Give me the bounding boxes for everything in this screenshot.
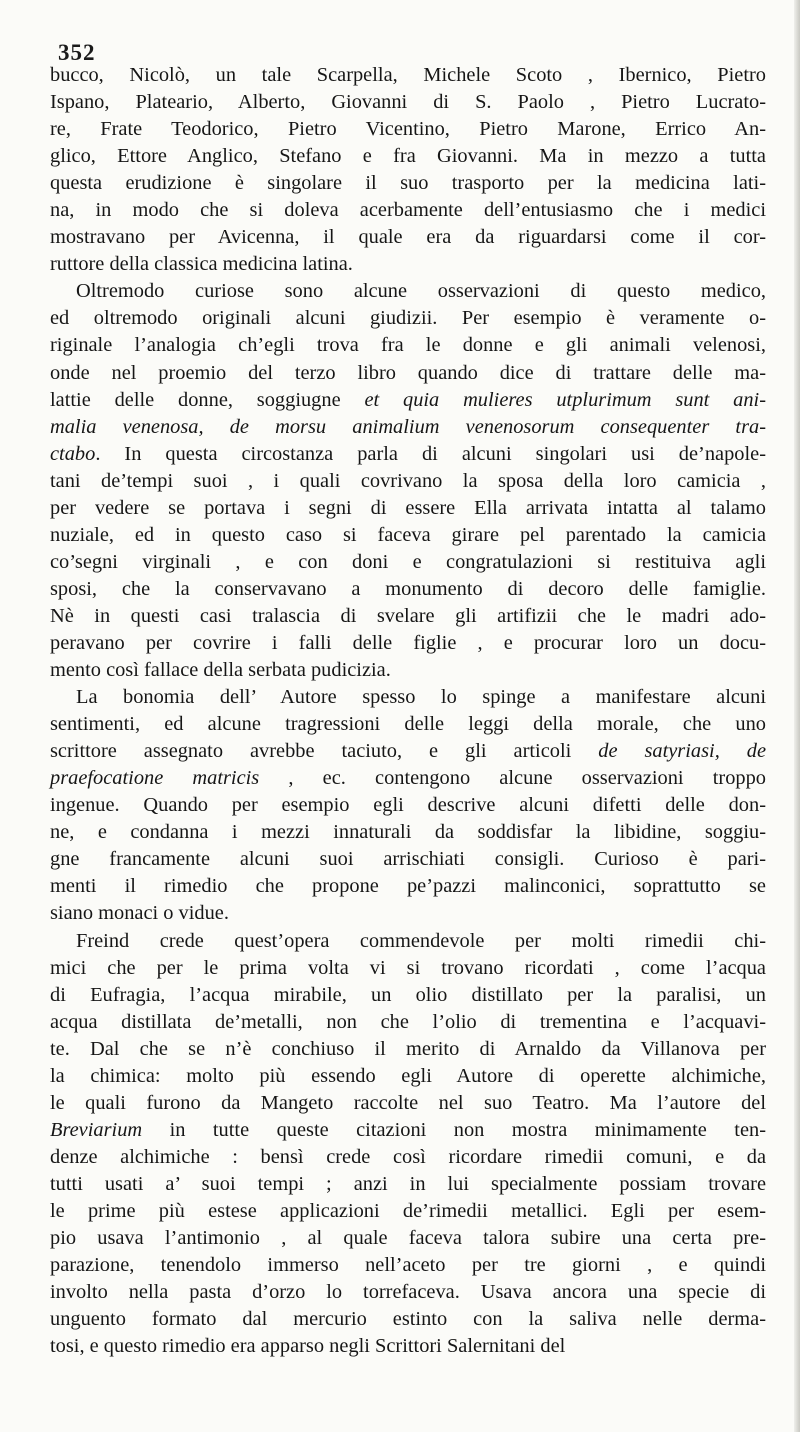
text-line <box>50 630 766 657</box>
text-run: menti il rimedio che propone pe’pazzi malinconici, soprattutto se <box>50 875 766 898</box>
text-line <box>50 251 766 278</box>
text-line <box>50 332 766 359</box>
text-run: mostravano per Avicenna, il quale era da riguardarsi come il cor- <box>50 226 766 249</box>
text-line <box>50 1225 766 1252</box>
text-line <box>50 900 766 927</box>
text-line <box>50 1063 766 1090</box>
text-line <box>50 1333 766 1360</box>
text-run: tosi, e questo rimedio era apparso negli Scrittori Salernitani del <box>50 1335 566 1358</box>
text-run: tutti usati a’ suoi tempi ; anzi in lui specialmente possiam trovare <box>50 1172 766 1195</box>
text-line <box>50 603 766 630</box>
paragraph <box>50 278 766 684</box>
text-run: scrittore assegnato avrebbe taciuto, e gli articoli <box>50 740 599 763</box>
text-run: ne, e condanna i mezzi innaturali da soddisfar la libidine, soggiu- <box>50 821 766 844</box>
text-run: pio usava l’antimonio , al quale faceva talora subire una certa pre- <box>50 1227 766 1250</box>
text-run: ruttore della classica medicina latina. <box>50 253 353 276</box>
text-run: gne francamente alcuni suoi arrischiati consigli. Curioso è pari- <box>50 848 766 871</box>
text-run: bucco, Nicolò, un tale Scarpella, Michele Scoto , Ibernico, Pietro <box>50 64 766 86</box>
text-run: . In questa circostanza parla di alcuni singolari usi de’napole- <box>95 442 766 465</box>
text-run: ed oltremodo originali alcuni giudizii. Per esempio è veramente o- <box>50 307 766 330</box>
text-line <box>50 170 766 197</box>
text-run: denze alchimiche : bensì crede così ricordare rimedii comuni, e da <box>50 1145 766 1168</box>
text-run: , ec. contengono alcune osservazioni troppo <box>259 767 766 790</box>
text-line <box>50 955 766 982</box>
text-run: siano monaci o vidue. <box>50 902 229 925</box>
text-line <box>50 441 766 468</box>
text-line <box>50 819 766 846</box>
text-line <box>50 414 766 441</box>
text-run: acqua distillata de’metalli, non che l’olio di trementina e l’acquavi- <box>50 1010 766 1033</box>
text-run: te. Dal che se n’è conchiuso il merito di Arnaldo da Villanova per <box>50 1037 766 1060</box>
text-line <box>50 278 766 305</box>
text-line <box>50 1279 766 1306</box>
text-line <box>50 305 766 332</box>
text-run: na, in modo che si doleva acerbamente dell’entusiasmo che i medici <box>50 199 766 222</box>
text-run: glico, Ettore Anglico, Stefano e fra Giovanni. Ma in mezzo a tutta <box>50 145 766 168</box>
text-run: lattie delle donne, soggiugne <box>50 388 365 411</box>
text-line <box>50 360 766 387</box>
text-line <box>50 1144 766 1171</box>
text-line <box>50 684 766 711</box>
italic-text: de satyriasi, de <box>598 740 767 763</box>
text-line <box>50 197 766 224</box>
italic-text: Breviarium <box>50 1118 143 1141</box>
italic-text: malia venenosa, de morsu animalium venenosorum consequenter tra- <box>50 415 766 438</box>
paragraph <box>50 928 766 1361</box>
text-run: di Eufragia, l’acqua mirabile, un olio distillato per la paralisi, un <box>50 983 766 1006</box>
text-line <box>50 1198 766 1225</box>
text-line <box>50 89 766 116</box>
text-line <box>50 765 766 792</box>
text-line <box>50 1306 766 1333</box>
text-run: unguento formato dal mercurio estinto con la saliva nelle derma- <box>50 1308 766 1331</box>
text-run: La bonomia dell’ Autore spesso lo spinge a manifestare alcuni <box>76 686 766 709</box>
text-line <box>50 1117 766 1144</box>
text-run: mento così fallace della serbata pudicizia. <box>50 659 391 682</box>
text-run: in tutte queste citazioni non mostra minimamente ten- <box>142 1118 766 1141</box>
text-run: Ispano, Plateario, Alberto, Giovanni di S. Paolo , Pietro Lucrato- <box>50 91 766 114</box>
text-run: Oltremodo curiose sono alcune osservazioni di questo medico, <box>76 280 766 303</box>
text-line <box>50 1009 766 1036</box>
text-line <box>50 873 766 900</box>
text-run: per vedere se portava i segni di essere Ella arrivata intatta al talamo <box>50 496 766 519</box>
text-line <box>50 738 766 765</box>
text-run: involto nella pasta d’orzo lo torrefaceva. Usava ancora una specie di <box>50 1281 766 1304</box>
italic-text: ctabo <box>50 442 96 465</box>
text-run: tani de’tempi suoi , i quali covrivano la sposa della loro camicia , <box>50 469 766 492</box>
text-line <box>50 522 766 549</box>
text-line <box>50 468 766 495</box>
page-edge-shadow <box>794 0 800 1432</box>
italic-text: praefocatione matricis <box>50 767 260 790</box>
text-line <box>50 1090 766 1117</box>
text-line <box>50 576 766 603</box>
text-run: Freind crede quest’opera commendevole per molti rimedii chi- <box>76 929 766 952</box>
text-run: sposi, che la conservavano a monumento di decoro delle famiglie. <box>50 577 766 600</box>
text-run: Nè in questi casi tralascia di svelare gli artifizii che le madri ado- <box>50 604 766 627</box>
text-line <box>50 224 766 251</box>
text-line <box>50 1252 766 1279</box>
text-line <box>50 846 766 873</box>
text-run: riginale l’analogia ch’egli trova fra le donne e gli animali velenosi, <box>50 334 766 357</box>
text-line <box>50 116 766 143</box>
text-line <box>50 982 766 1009</box>
text-run: nuziale, ed in questo caso si faceva girare pel parentado la camicia <box>50 523 766 546</box>
text-line <box>50 711 766 738</box>
text-line <box>50 1171 766 1198</box>
text-run: parazione, tenendolo immerso nell’aceto per tre giorni , e quindi <box>50 1254 766 1277</box>
text-line <box>50 143 766 170</box>
text-line <box>50 657 766 684</box>
paragraph <box>50 684 766 927</box>
text-run: mici che per le prima volta vi si trovano ricordati , come l’acqua <box>50 956 766 979</box>
text-line <box>50 928 766 955</box>
text-run: ingenue. Quando per esempio egli descrive alcuni difetti delle don- <box>50 794 766 817</box>
text-run: questa erudizione è singolare il suo trasporto per la medicina lati- <box>50 172 766 195</box>
italic-text: et quia mulieres utplurimum sunt ani- <box>364 388 767 411</box>
text-run: onde nel proemio del terzo libro quando dice di trattare delle ma- <box>50 361 766 384</box>
text-line <box>50 62 766 89</box>
page-number: 352 <box>58 40 96 65</box>
text-run: sentimenti, ed alcune tragressioni delle leggi della morale, che uno <box>50 713 766 736</box>
body-text <box>50 62 766 1360</box>
text-run: re, Frate Teodorico, Pietro Vicentino, Pietro Marone, Errico An- <box>50 118 766 141</box>
text-run: peravano per covrire i falli delle figlie , e procurar loro un docu- <box>50 631 766 654</box>
paragraph <box>50 62 766 278</box>
text-run: le quali furono da Mangeto raccolte nel suo Teatro. Ma l’autore del <box>50 1091 766 1114</box>
text-line <box>50 792 766 819</box>
text-run: co’segni virginali , e con doni e congratulazioni si restituiva agli <box>50 550 766 573</box>
text-run: le prime più estese applicazioni de’rimedii metallici. Egli per esem- <box>50 1199 766 1222</box>
text-line <box>50 495 766 522</box>
text-line <box>50 387 766 414</box>
text-run: la chimica: molto più essendo egli Autore di operette alchimiche, <box>50 1064 766 1087</box>
text-line <box>50 1036 766 1063</box>
text-line <box>50 549 766 576</box>
